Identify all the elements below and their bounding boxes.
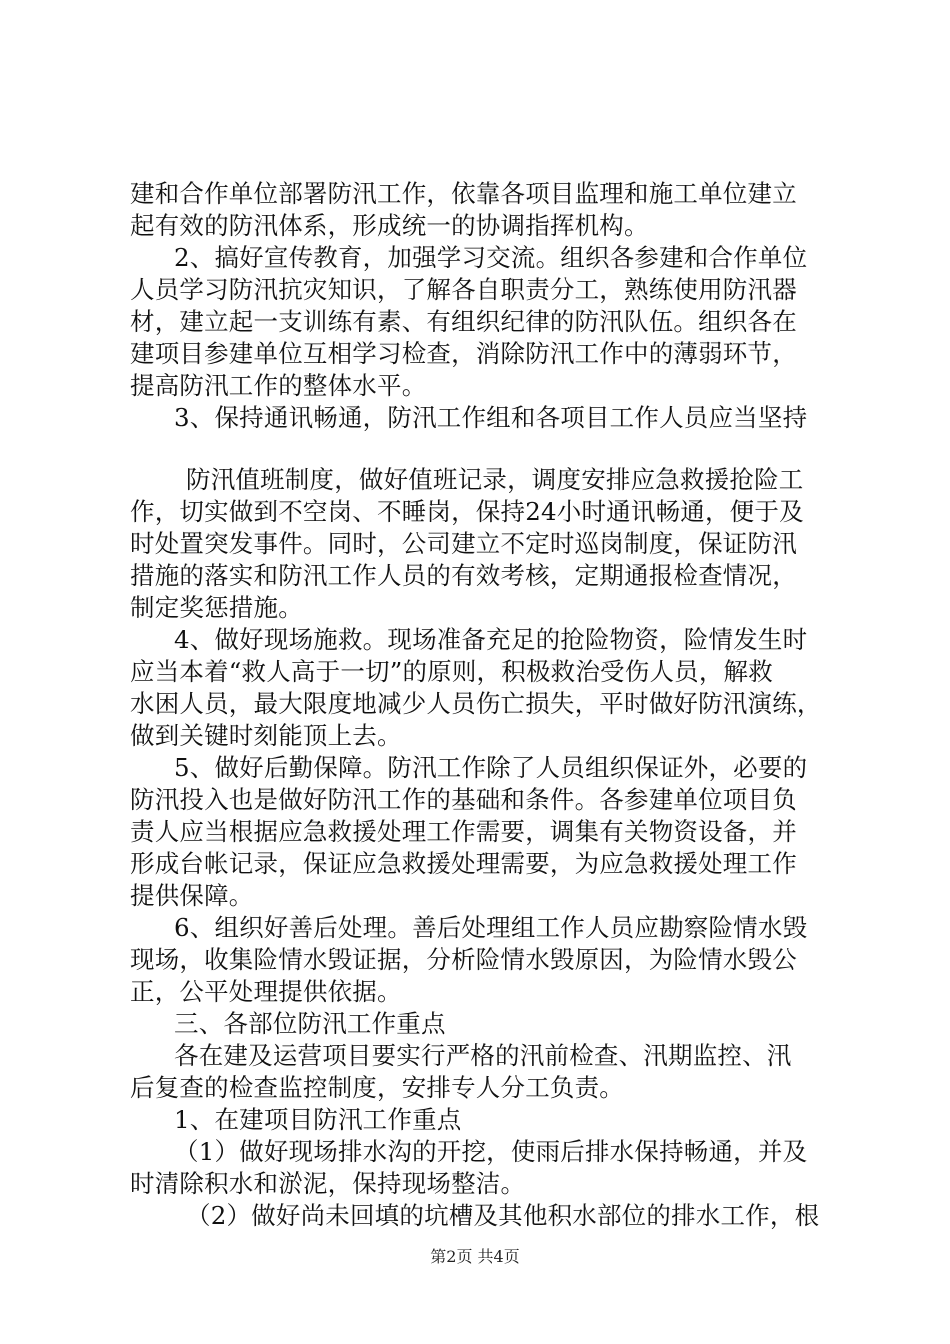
text-line: 防汛投入也是做好防汛工作的基础和条件。各参建单位项目负 <box>130 785 797 814</box>
text-line: 现场，收集险情水毁证据，分析险情水毁原因，为险情水毁公 <box>130 945 797 974</box>
text-line: 4、做好现场施救。现场准备充足的抢险物资，险情发生时 <box>174 625 808 654</box>
text-line: 形成台帐记录，保证应急救援处理需要，为应急救援处理工作 <box>130 849 797 878</box>
text-line: 人员学习防汛抗灾知识，了解各自职责分工，熟练使用防汛器 <box>130 275 797 304</box>
text-line: 提高防汛工作的整体水平。 <box>130 371 427 400</box>
text-line: 时处置突发事件。同时，公司建立不定时巡岗制度，保证防汛 <box>130 529 797 558</box>
section-heading: 三、各部位防汛工作重点 <box>174 1009 446 1038</box>
text-line: 措施的落实和防汛工作人员的有效考核，定期通报检查情况， <box>130 561 797 590</box>
text-line: 后复查的检查监控制度，安排专人分工负责。 <box>130 1073 624 1102</box>
text-line: 做到关键时刻能顶上去。 <box>130 721 402 750</box>
text-line: 制定奖惩措施。 <box>130 593 303 622</box>
text-line: 责人应当根据应急救援处理工作需要，调集有关物资设备，并 <box>130 817 797 846</box>
subsection-heading: 1、在建项目防汛工作重点 <box>174 1105 462 1134</box>
text-line: 防汛值班制度，做好值班记录，调度安排应急救援抢险工 <box>186 465 804 494</box>
page-footer: 第2页 共4页 <box>430 1247 520 1266</box>
text-line: 材，建立起一支训练有素、有组织纪律的防汛队伍。组织各在 <box>130 307 797 336</box>
text-line: 5、做好后勤保障。防汛工作除了人员组织保证外，必要的 <box>174 753 808 782</box>
text-line: （1）做好现场排水沟的开挖，使雨后排水保持畅通，并及 <box>174 1137 808 1166</box>
text-line: 2、搞好宣传教育，加强学习交流。组织各参建和合作单位 <box>174 243 808 272</box>
text-line: 起有效的防汛体系，形成统一的协调指挥机构。 <box>130 211 649 240</box>
text-line: 3、保持通讯畅通，防汛工作组和各项目工作人员应当坚持 <box>174 403 808 432</box>
text-line: （2）做好尚未回填的坑槽及其他积水部位的排水工作，根 <box>186 1201 820 1230</box>
text-line: 正，公平处理提供依据。 <box>130 977 402 1006</box>
text-line: 应当本着“救人高于一切”的原则，积极救治受伤人员，解救 <box>130 657 773 686</box>
text-line: 建和合作单位部署防汛工作，依靠各项目监理和施工单位建立 <box>130 179 797 208</box>
text-line: 提供保障。 <box>130 881 254 910</box>
text-line: 各在建及运营项目要实行严格的汛前检查、汛期监控、汛 <box>174 1041 792 1070</box>
text-line: 作，切实做到不空岗、不睡岗，保持24小时通讯畅通，便于及 <box>130 497 804 526</box>
text-line: 6、组织好善后处理。善后处理组工作人员应勘察险情水毁 <box>174 913 808 942</box>
text-line: 水困人员，最大限度地减少人员伤亡损失，平时做好防汛演练， <box>130 689 822 718</box>
text-line: 建项目参建单位互相学习检查，消除防汛工作中的薄弱环节， <box>130 339 797 368</box>
text-line: 时清除积水和淤泥，保持现场整洁。 <box>130 1169 526 1198</box>
